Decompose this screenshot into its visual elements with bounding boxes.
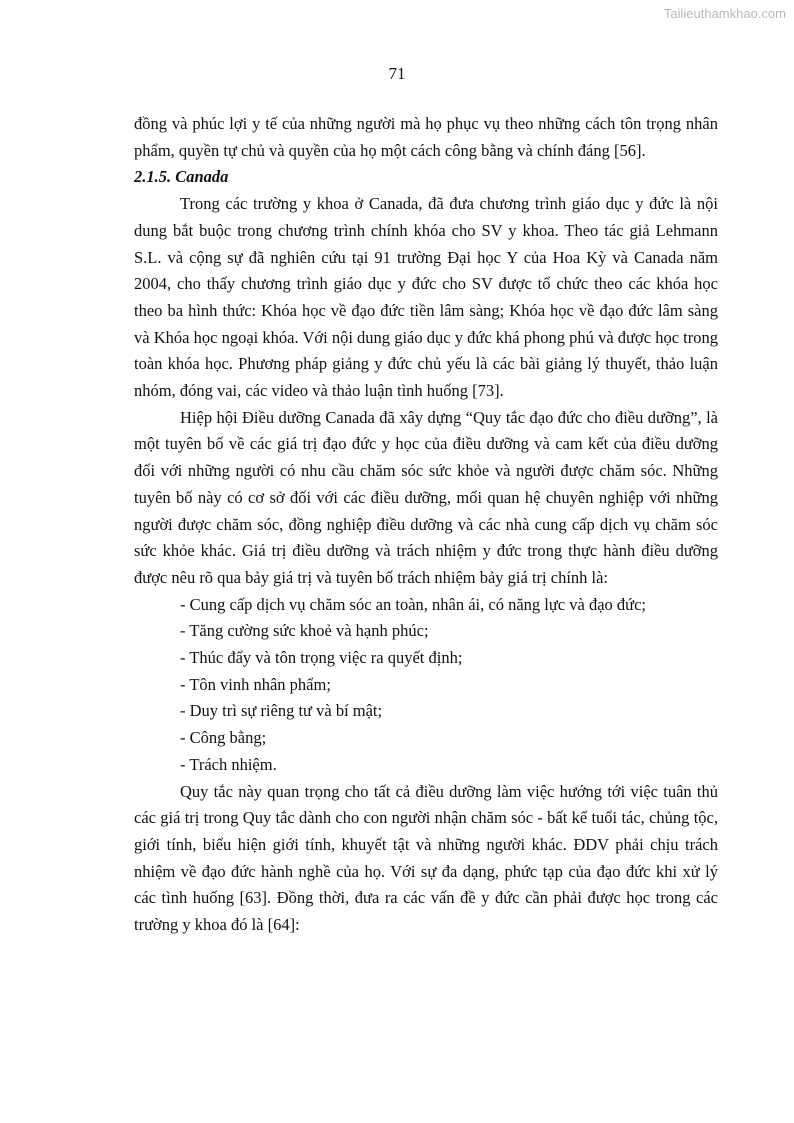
paragraph-canada-curriculum: Trong các trường y khoa ở Canada, đã đưa chương trình giáo dục y đức là nội dung bắt buộc trong chương trình chính khóa cho SV y khoa. Theo tác giả Lehmann S.L. và cộng sự đã nghiên cứu tại 91 trường Đại học Y của Hoa Kỳ và Canada năm 2004, cho thấy chương trình giáo dục y đức cho SV được tổ chức theo các khóa học theo ba hình thức: Khóa học về đạo đức tiền lâm sàng; Khóa học về đạo đức lâm sàng và Khóa học ngoại khóa. Với nội dung giáo dục y đức khá phong phú và được học trong toàn khóa học. Phương pháp giảng y đức chủ yếu là các bài giảng lý thuyết, thảo luận nhóm, đóng vai, các video và thảo luận tình huống [73].	[134, 194, 718, 401]
list-item: - Công bằng;	[180, 728, 267, 748]
watermark: Tailieuthamkhao.com	[663, 6, 786, 21]
paragraph-nursing-code: Hiệp hội Điều dưỡng Canada đã xây dựng “Quy tắc đạo đức cho điều dưỡng”, là một tuyên bố về các giá trị đạo đức y học của điều dưỡng và cam kết của điều dưỡng đối với những người có nhu cầu chăm sóc sức khỏe và người được chăm sóc. Những tuyên bố này có cơ sở đối với các điều dưỡng, mối quan hệ chuyên nghiệp với những người được chăm sóc, đồng nghiệp điều dưỡng và các nhà cung cấp dịch vụ chăm sóc sức khỏe khác. Giá trị điều dưỡng và trách nhiệm y đức trong thực hành điều dưỡng được nêu rõ qua bảy giá trị và tuyên bố trách nhiệm bảy giá trị chính là:	[134, 407, 718, 587]
list-item: - Tôn vinh nhân phẩm;	[180, 674, 331, 694]
list-item: - Thúc đẩy và tôn trọng việc ra quyết định;	[180, 648, 463, 668]
list-item: - Tăng cường sức khoẻ và hạnh phúc;	[180, 621, 429, 641]
list-item: - Trách nhiệm.	[180, 754, 277, 774]
paragraph-code-importance: Quy tắc này quan trọng cho tất cả điều dưỡng làm việc hướng tới việc tuân thủ các giá trị trong Quy tắc dành cho con người nhận chăm sóc - bất kể tuổi tác, chủng tộc, giới tính, biểu hiện giới tính, khuyết tật và những người khác. ĐDV phải chịu trách nhiệm về đạo đức hành nghề của họ. Với sự đa dạng, phức tạp của đạo đức khi xử lý các tình huống [63]. Đồng thời, đưa ra các vấn đề y đức cần phải được học trong các trường y khoa đó là [64]:	[134, 781, 718, 935]
section-heading: 2.1.5. Canada	[134, 167, 229, 187]
page-number: 71	[388, 64, 406, 83]
list-item: - Cung cấp dịch vụ chăm sóc an toàn, nhân ái, có năng lực và đạo đức;	[180, 594, 646, 614]
paragraph-continuation: đồng và phúc lợi y tế của những người mà họ phục vụ theo những cách tôn trọng nhân phẩm, quyền tự chủ và quyền của họ một cách công bằng và chính đáng [56].	[134, 114, 718, 160]
list-item: - Duy trì sự riêng tư và bí mật;	[180, 701, 383, 721]
document-body	[134, 111, 718, 939]
